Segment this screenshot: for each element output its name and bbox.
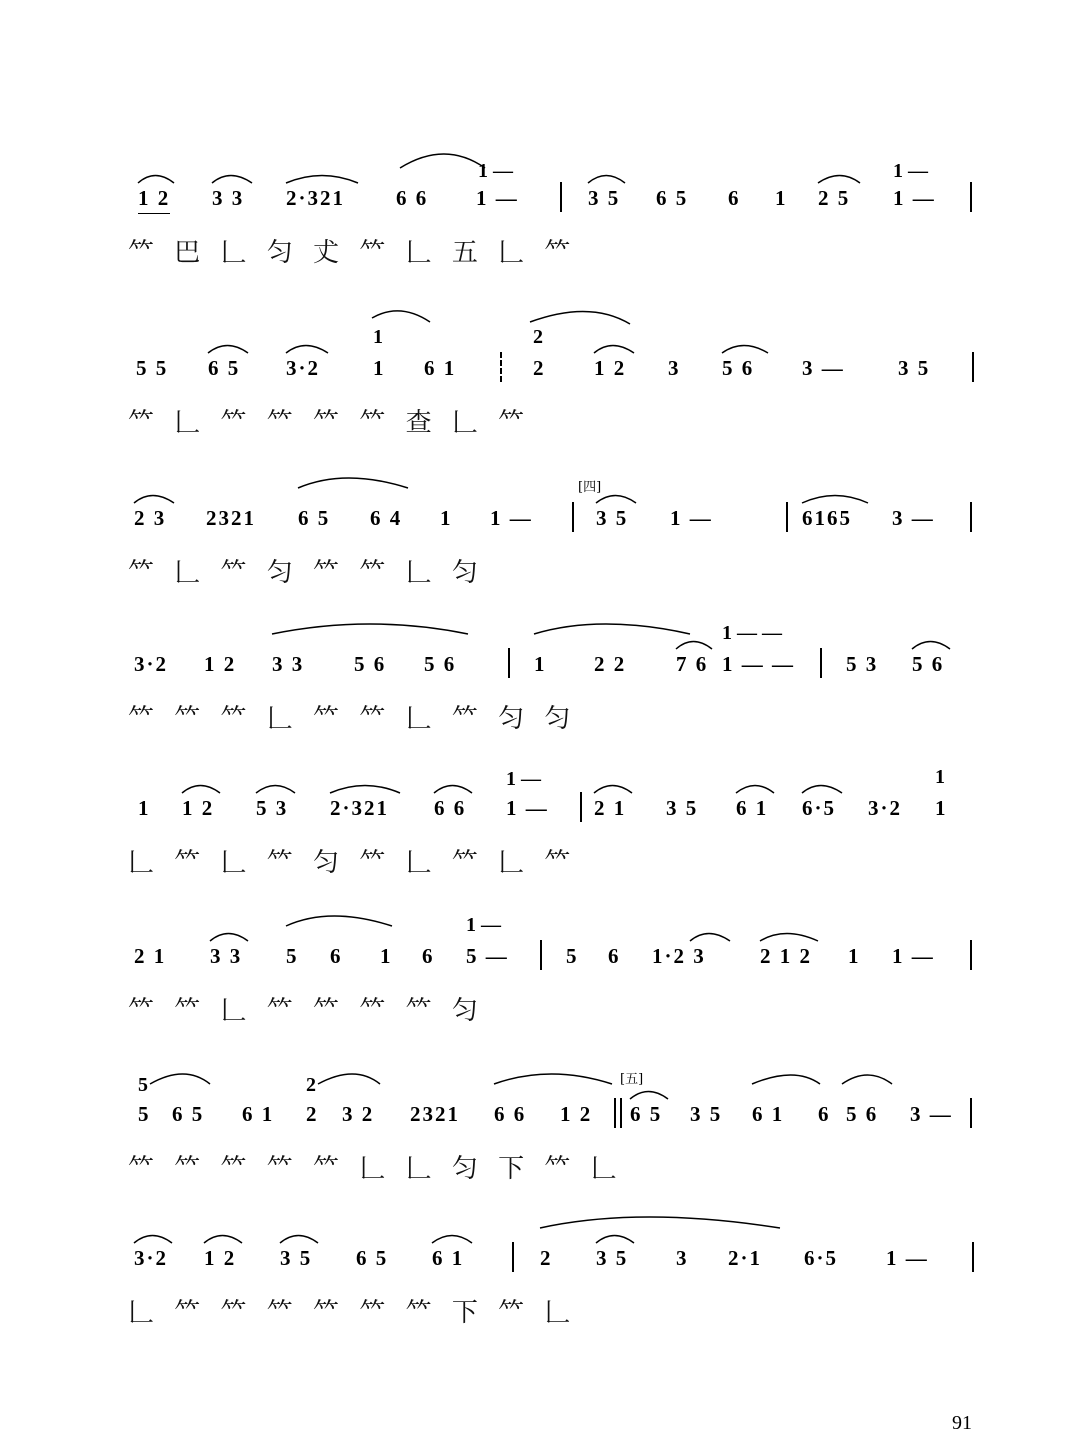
note-group: 3 5 (280, 1246, 313, 1270)
note-group: 6 6 (434, 796, 467, 820)
bar-line (972, 352, 974, 382)
upper-note: 5 (138, 1074, 148, 1096)
note-group: 5 6 (424, 652, 457, 676)
note-group: 2 2 (594, 652, 627, 676)
note-group: 3 3 (272, 652, 305, 676)
note-group: 5 (138, 1102, 151, 1126)
upper-note: 1 (373, 326, 383, 348)
bar-line (580, 792, 582, 822)
note-group: 2 1 (594, 796, 627, 820)
note-group: 6 (330, 944, 343, 968)
tablature-line: 𥫗 巴 𠃊 匀 𠀋 𥫗 𠃊 五 𠃊 𥫗 (128, 238, 577, 268)
note-group: 3 3 (212, 186, 245, 210)
note-group: 3 2 (342, 1102, 375, 1126)
note-group: 6 1 (736, 796, 769, 820)
tablature-line: 𠃊 𥫗 𥫗 𥫗 𥫗 𥫗 𥫗 下 𥫗 𠃊 (128, 1298, 577, 1328)
note-group: 2321 (206, 506, 256, 530)
page-number: 91 (952, 1412, 972, 1434)
bar-line (786, 502, 788, 532)
upper-note: 1 — (478, 160, 513, 182)
note-group: 2 (533, 356, 546, 380)
note-group: 6 1 (242, 1102, 275, 1126)
notation-line (0, 326, 1079, 400)
note-group: 6 5 (208, 356, 241, 380)
note-group: 5 (566, 944, 579, 968)
note-group: 6 4 (370, 506, 403, 530)
note-group: 5 — (466, 944, 509, 968)
tablature-line: 𥫗 𥫗 𥫗 𠃊 𥫗 𥫗 𠃊 𥫗 匀 匀 (128, 704, 577, 734)
notation-line (0, 1230, 1079, 1290)
note-group: 7 6 (676, 652, 709, 676)
note-group: 1 (138, 796, 151, 820)
note-group: 1 (935, 796, 948, 820)
note-group: 3 — (892, 506, 935, 530)
bar-line (970, 182, 972, 212)
section-marker: [五] (620, 1072, 644, 1087)
bar-line (508, 648, 510, 678)
note-group: 6 5 (356, 1246, 389, 1270)
note-group: 1 2 (560, 1102, 593, 1126)
note-group: 6 5 (630, 1102, 663, 1126)
note-group: 6 5 (298, 506, 331, 530)
note-group: 3 5 (596, 506, 629, 530)
note-group: 3 — (910, 1102, 953, 1126)
note-group: 6 5 (172, 1102, 205, 1126)
bar-line (560, 182, 562, 212)
note-group: 3 5 (898, 356, 931, 380)
note-group: 1 2 (204, 652, 237, 676)
bar-line (572, 502, 574, 532)
note-group: 1 — (893, 186, 936, 210)
note-group: 6 (422, 944, 435, 968)
note-group: 6165 (802, 506, 852, 530)
note-group: 6·5 (804, 1246, 839, 1270)
note-group: 5 6 (912, 652, 945, 676)
note-group: 2·321 (330, 796, 390, 820)
note-group: 1 (534, 652, 547, 676)
note-group: 6 6 (396, 186, 429, 210)
notation-line (0, 480, 1079, 550)
note-group: 1 (848, 944, 861, 968)
note-group: 2 1 2 (760, 944, 812, 968)
notation-line (0, 160, 1079, 230)
note-group: 3 (676, 1246, 689, 1270)
bar-line (500, 352, 502, 382)
note-group: 6 1 (432, 1246, 465, 1270)
notation-line (0, 914, 1079, 988)
upper-note: 1 — — (722, 622, 782, 644)
note-group: 3·2 (286, 356, 321, 380)
note-group: 3 5 (596, 1246, 629, 1270)
note-group: 3 5 (666, 796, 699, 820)
note-group: 1 2 (594, 356, 627, 380)
notation-line (0, 766, 1079, 840)
note-group: 6 (818, 1102, 831, 1126)
score-system-8 (0, 1230, 1079, 1370)
score-system-1 (0, 160, 1079, 310)
note-group: 3·2 (134, 652, 169, 676)
notation-line (0, 1072, 1079, 1146)
note-group: 1 (775, 186, 788, 210)
note-group: 6 1 (424, 356, 457, 380)
note-group: 5 6 (354, 652, 387, 676)
note-group: 6 6 (494, 1102, 527, 1126)
upper-note: 1 — (893, 160, 928, 182)
note-group: 3·2 (868, 796, 903, 820)
note-group: 1 2 (182, 796, 215, 820)
upper-note: 2 (306, 1074, 316, 1096)
note-group: 3 — (802, 356, 845, 380)
note-group: 1 — (506, 796, 549, 820)
tablature-line: 𥫗 𠃊 𥫗 𥫗 𥫗 𥫗 查 𠃊 𥫗 (128, 408, 531, 438)
note-group: 6 (608, 944, 621, 968)
note-group: 1 (380, 944, 393, 968)
double-bar-line (614, 1098, 622, 1128)
note-group: 2321 (410, 1102, 460, 1126)
note-group: 1 2 (138, 186, 170, 211)
note-group: 6 5 (656, 186, 689, 210)
note-group: 6 (728, 186, 741, 210)
upper-note: 1 — (506, 768, 541, 790)
note-group: 3 (668, 356, 681, 380)
section-marker: [四] (578, 480, 602, 495)
note-group: 3 3 (210, 944, 243, 968)
tablature-line: 𥫗 𥫗 𠃊 𥫗 𥫗 𥫗 𥫗 匀 (128, 996, 484, 1026)
note-group: 1 (440, 506, 453, 530)
bar-line (970, 1098, 972, 1128)
note-group: 2·1 (728, 1246, 763, 1270)
tablature-line: 𥫗 𥫗 𥫗 𥫗 𥫗 𠃊 𠃊 匀 下 𥫗 𠃊 (128, 1154, 623, 1184)
upper-note: 2 (533, 326, 543, 348)
upper-note: 1 — (466, 914, 501, 936)
note-group: 1 — (490, 506, 533, 530)
note-group: 5 (286, 944, 299, 968)
tablature-line: 𥫗 𠃊 𥫗 匀 𥫗 𥫗 𠃊 匀 (128, 558, 484, 588)
note-group: 1 — (892, 944, 935, 968)
note-group: 2 3 (134, 506, 167, 530)
bar-line (970, 502, 972, 532)
score-system-2 (0, 326, 1079, 480)
bar-line (512, 1242, 514, 1272)
note-group: 2·321 (286, 186, 346, 210)
note-group: 1 2 (204, 1246, 237, 1270)
bar-line (970, 940, 972, 970)
bar-line (820, 648, 822, 678)
note-group: 5 3 (256, 796, 289, 820)
note-group: 5 5 (136, 356, 169, 380)
note-group: 3 5 (690, 1102, 723, 1126)
bar-line (972, 1242, 974, 1272)
upper-note: 1 (935, 766, 945, 788)
note-group: 5 6 (722, 356, 755, 380)
note-group: 5 3 (846, 652, 879, 676)
note-group: 2 1 (134, 944, 167, 968)
note-group: 2 (540, 1246, 553, 1270)
note-group: 5 6 (846, 1102, 879, 1126)
tablature-line: 𠃊 𥫗 𠃊 𥫗 匀 𥫗 𠃊 𥫗 𠃊 𥫗 (128, 848, 577, 878)
note-group: 1 — — (722, 652, 795, 676)
note-group: 1·2 3 (652, 944, 706, 968)
note-group: 2 5 (818, 186, 851, 210)
note-group: 3·2 (134, 1246, 169, 1270)
note-group: 6 1 (752, 1102, 785, 1126)
notation-line (0, 622, 1079, 696)
note-group: 1 — (476, 186, 519, 210)
score-system-6 (0, 914, 1079, 1068)
bar-line (540, 940, 542, 970)
note-group: 6·5 (802, 796, 837, 820)
note-group: 1 — (886, 1246, 929, 1270)
note-group: 2 (306, 1102, 319, 1126)
note-group: 1 (373, 356, 386, 380)
note-group: 3 5 (588, 186, 621, 210)
note-group: 1 — (670, 506, 713, 530)
